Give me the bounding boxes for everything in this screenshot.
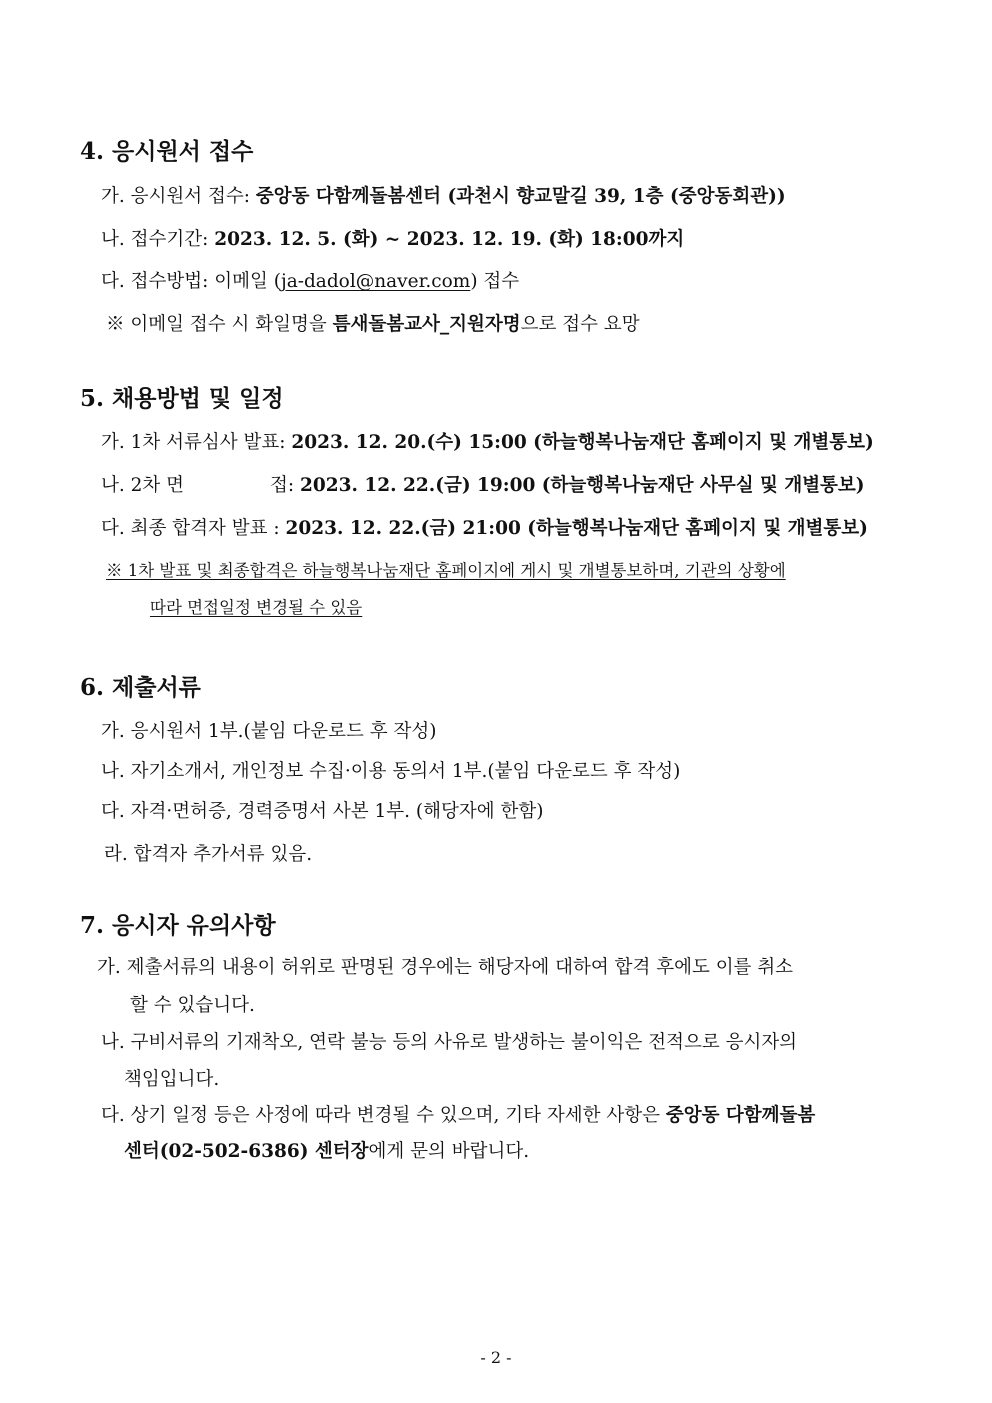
line-value: 2023. 12. 22.(금) 19:00 (하늘행복나눔재단 사무실 및 개별통보)	[300, 475, 865, 496]
section-7-line-a: 가. 제출서류의 내용이 허위로 판명된 경우에는 해당자에 대하여 합격 후에도 이를 취소	[97, 957, 794, 978]
contact-org: 중앙동 다함께돌봄	[665, 1105, 816, 1126]
line-label: 다. 접수방법: 이메일 (	[101, 271, 281, 292]
line-value: 2023. 12. 20.(수) 15:00 (하늘행복나눔재단 홈페이지 및 개별통보)	[291, 432, 874, 453]
section-4-line-b	[101, 225, 684, 251]
line-label: 가. 응시원서 접수:	[101, 186, 256, 207]
section-4-line-a	[101, 182, 786, 208]
filename-format: 틈새돌봄교사_지원자명	[332, 314, 521, 335]
section-7-line-c-cont	[124, 1137, 529, 1163]
note-suffix: 으로 접수 요망	[520, 314, 640, 335]
section-7-line-b: 나. 구비서류의 기재착오, 연락 불능 등의 사유로 발생하는 불이익은 전적으로 응시자의	[101, 1032, 798, 1053]
line-value: 2023. 12. 22.(금) 21:00 (하늘행복나눔재단 홈페이지 및 개별통보)	[285, 518, 868, 539]
page-number: - 2 -	[480, 1348, 512, 1367]
section-6-line-c: 다. 자격·면허증, 경력증명서 사본 1부. (해당자에 한함)	[101, 801, 544, 822]
section-7-line-c	[101, 1101, 815, 1127]
contact-phone: 센터(02-502-6386) 센터장	[124, 1141, 369, 1162]
section-5-note-line1: ※ 1차 발표 및 최종합격은 하늘행복나눔재단 홈페이지에 게시 및 개별통보하며, 기관의 상황에	[106, 561, 786, 580]
line-value: 2023. 12. 5. (화) ~ 2023. 12. 19. (화) 18:00까지	[214, 229, 685, 250]
line-value: 중앙동 다함께돌봄센터 (과천시 향교말길 39, 1층 (중앙동회관))	[255, 186, 786, 207]
section-4-note	[106, 310, 640, 336]
section-5-line-a	[101, 428, 874, 454]
line-text: 다. 상기 일정 등은 사정에 따라 변경될 수 있으며, 기타 자세한 사항은	[101, 1105, 666, 1126]
line-label: 나. 2차 면	[101, 475, 185, 496]
section-6-line-d: 라. 합격자 추가서류 있음.	[104, 844, 313, 865]
section-5-title: 5. 채용방법 및 일정	[80, 385, 284, 412]
email-link[interactable]: ja-dadol@naver.com	[280, 271, 471, 292]
section-7-line-a-cont: 할 수 있습니다.	[130, 995, 255, 1016]
section-4-line-c	[101, 267, 519, 293]
section-4-title: 4. 응시원서 접수	[80, 138, 254, 165]
section-6-line-a: 가. 응시원서 1부.(붙임 다운로드 후 작성)	[101, 721, 437, 742]
section-7-title: 7. 응시자 유의사항	[80, 912, 276, 939]
line-label-tail: 접:	[270, 475, 301, 496]
line-label: 나. 접수기간:	[101, 229, 215, 250]
line-suffix: ) 접수	[470, 271, 520, 292]
section-5-line-c	[101, 514, 868, 540]
section-5-line-b	[101, 471, 865, 497]
section-5-note-line2: 따라 면접일정 변경될 수 있음	[150, 598, 363, 617]
note-text: ※ 이메일 접수 시 화일명을	[106, 314, 333, 335]
section-6-line-b: 나. 자기소개서, 개인정보 수집·이용 동의서 1부.(붙임 다운로드 후 작성)	[101, 761, 681, 782]
section-6-title: 6. 제출서류	[80, 674, 201, 701]
section-7-line-b-cont: 책임입니다.	[124, 1069, 220, 1090]
line-label: 가. 1차 서류심사 발표:	[101, 432, 292, 453]
line-text: 에게 문의 바랍니다.	[368, 1141, 530, 1162]
line-label: 다. 최종 합격자 발표 :	[101, 518, 286, 539]
